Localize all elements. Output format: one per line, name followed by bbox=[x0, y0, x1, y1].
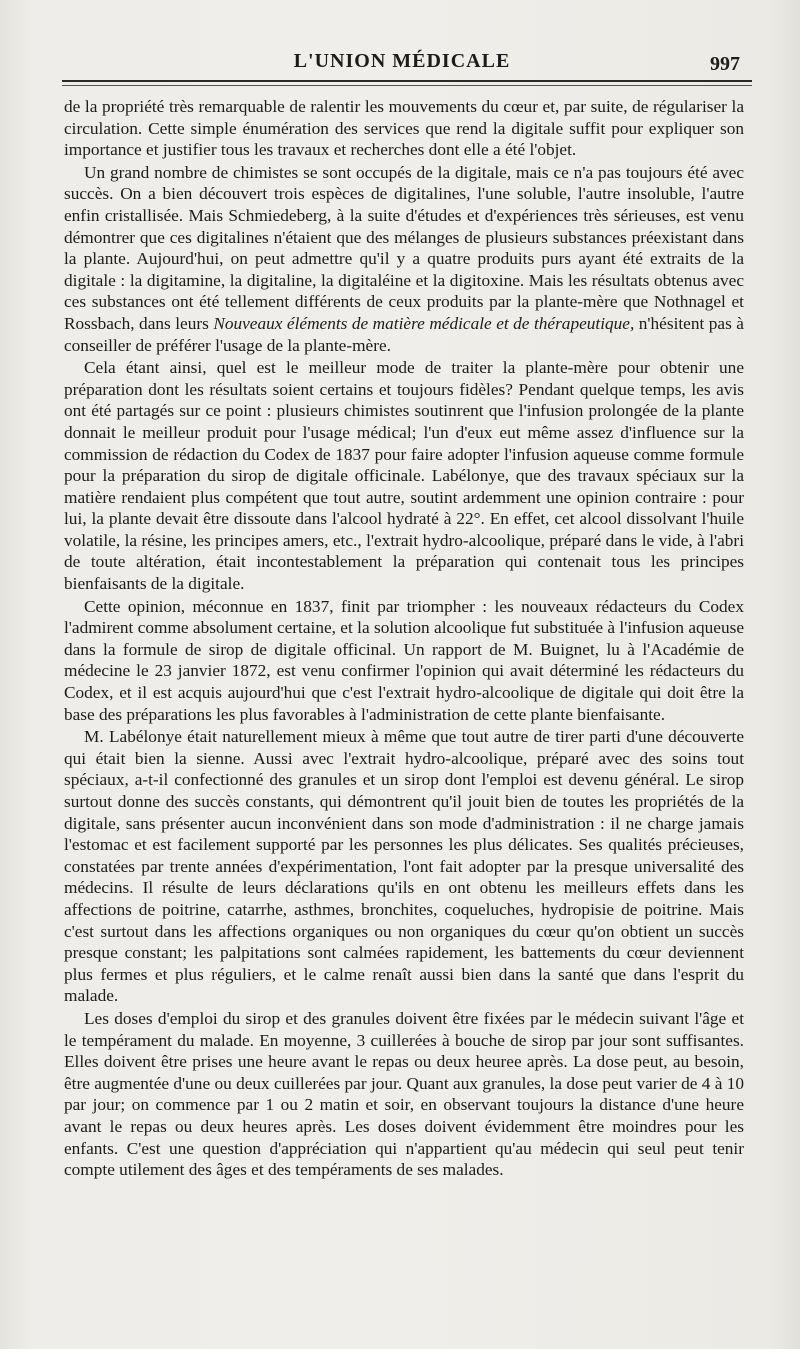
paragraph-6: Les doses d'emploi du sirop et des granules doivent être fixées par le médecin suivant l'âge et le tempérament du malade. En moyenne, 3 cuillerées à bouche de sirop par jour sont suffisantes. Elles doivent être prises une heure avant le repas ou deux heuree après. La dose peut, au besoin, être augmentée d'une ou deux cuillerées par jour. Quant aux granules, la dose peut varier de 4 à 10 par jour; on commence par 1 ou 2 matin et soir, en observant toujours la distance d'une heure avant le repas ou deux heures après. Les doses doivent évidemment être moindres pour les enfants. C'est une question d'appréciation qui n'appartient qu'au médecin qui seul peut tenir compte utilement des âges et des tempéraments de ses malades. bbox=[64, 1008, 744, 1180]
paragraph-4: Cette opinion, méconnue en 1837, finit par triompher : les nouveaux rédacteurs du Codex l'admirent comme absolument certaine, et la solution alcoolique fut substituée à l'infusion aqueuse dans la formule de sirop de digitale officinal. Un rapport de M. Buignet, lu à l'Académie de médecine le 23 janvier 1872, est venu confirmer l'opinion qui avait déterminé les rédacteurs du Codex, et il est acquis aujourd'hui que c'est l'extrait hydro-alcoolique de digitale qui doit être la base des préparations les plus favorables à l'administration de cette plante bienfaisante. bbox=[64, 596, 744, 724]
paragraph-1: de la propriété très remarquable de ralentir les mouvements du cœur et, par suite, de régulariser la circulation. Cette simple énumération des services que rend la digitale suffit pour expliquer son importance et justifier tous les travaux et recherches dont elle a été l'objet. bbox=[64, 97, 744, 160]
paragraph-2-text-end: n'hésitent pas à conseiller de préférer l'usage de la plante-mère. bbox=[64, 313, 744, 355]
book-title: Nouveaux éléments de matière médicale et de thérapeutique, bbox=[213, 313, 635, 333]
paragraph-3: Cela étant ainsi, quel est le meilleur mode de traiter la plante-mère pour obtenir une préparation dont les résultats soient certains et toujours fidèles? Pendant quelque temps, les avis ont été partagés sur ce point : plusieurs chimistes soutinrent que l'infusion prolongée de la plante donnait le meilleur produit pour l'usage médical; l'un d'eux eut même assez d'influence sur la commission de rédaction du Codex de 1837 pour faire adopter l'infusion aqueuse comme formule pour la préparation du sirop de digitale officinale. Labélonye, que des travaux spéciaux sur la matière rendaient plus compétent que tout autre, soutint ardemment une opinion contraire : pour lui, la plante devait être dissoute dans l'alcool hydraté à 22°. En effet, cet alcool dissolvant l'huile volatile, la résine, les principes amers, etc., l'extrait hydro-alcoolique, préparé dans le vide, à l'abri de toute altération, était incontestablement la préparation qui contenait tous les principes bienfaisants de la digitale. bbox=[64, 358, 744, 594]
page-header bbox=[62, 50, 742, 84]
header-rule bbox=[62, 80, 752, 82]
paragraph-5: M. Labélonye était naturellement mieux à même que tout autre de tirer parti d'une découverte qui était bien la sienne. Aussi avec l'extrait hydro-alcoolique, préparé avec des soins tout spéciaux, a-t-il confectionné des granules et un sirop dont l'emploi est devenu général. Le sirop surtout donne des succès constants, qui démontrent qu'il jouit bien de toutes les propriétés de la digitale, sans présenter aucun inconvénient dans son mode d'administration : il ne charge jamais l'estomac et est facilement supporté par les personnes les plus délicates. Ses qualités précieuses, constatées par trente années d'expérimentation, l'ont fait adopter par la presque universalité des médecins. Il résulte de leurs déclarations qu'ils en ont obtenu les meilleurs effets dans les affections de poitrine, catarrhe, asthmes, bronchites, coqueluches, hydropisie de poitrine. Mais c'est surtout dans les affections organiques ou non organiques du cœur qu'on obtient un succès presque constant; les palpitations sont calmées rapidement, les battements du cœur deviennent plus fermes et plus réguliers, et le calme renaît aussi bien dans la santé que dans l'esprit du malade. bbox=[64, 727, 744, 1006]
running-title: L'UNION MÉDICALE bbox=[293, 50, 511, 72]
header-rule-thin bbox=[62, 85, 752, 86]
article-body bbox=[64, 96, 744, 1182]
paragraph-2 bbox=[64, 162, 744, 356]
paragraph-2-text: Un grand nombre de chimistes se sont occupés de la digitale, mais ce n'a pas toujours été avec succès. On a bien découvert trois espèces de digitalines, l'une soluble, l'autre insoluble, l'autre enfin cristallisée. Mais Schmiedeberg, à la suite d'études et d'expériences très sérieuses, est venu démontrer que ces digitalines n'étaient que des mélanges de plusieurs substances préexistant dans la plante. Aujourd'hui, on peut admettre qu'il y a quatre produits purs ayant été extraits de la digitale : la digitamine, la digitaline, la digitaléine et la digitoxine. Mais les résultats obtenus avec ces substances ont été tellement différents de ceux produits par la plante-mère que Nothnagel et Rossbach, dans leurs bbox=[64, 162, 744, 333]
page-number: 997 bbox=[710, 53, 740, 75]
